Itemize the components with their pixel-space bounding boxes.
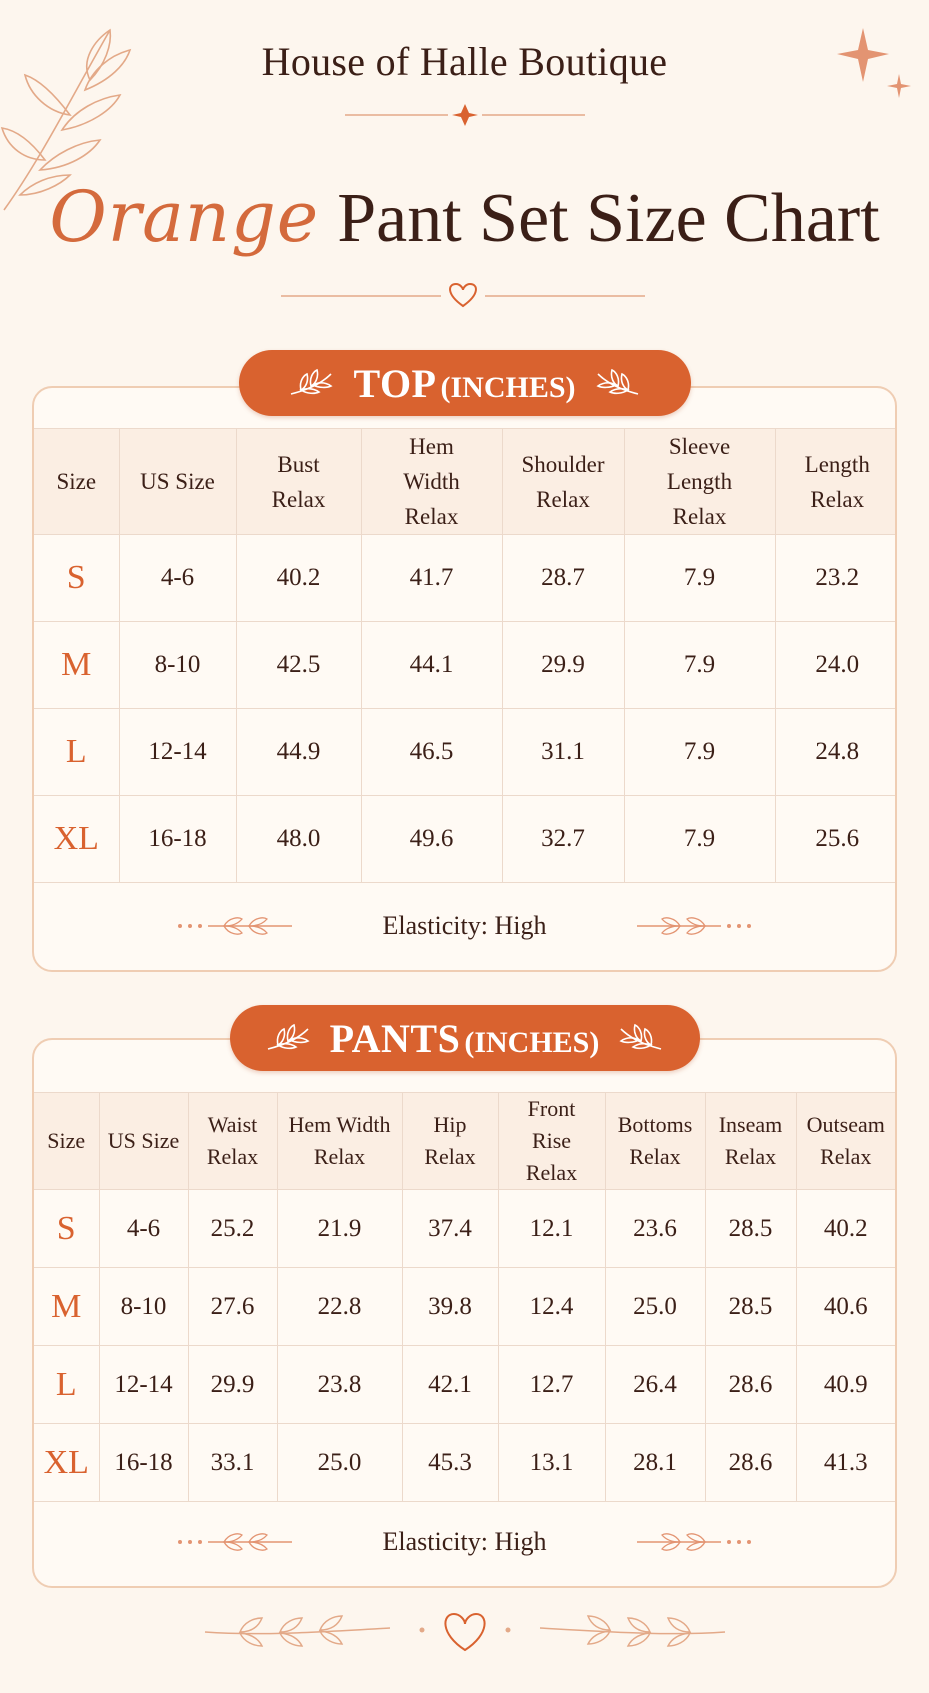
table-cell: 12.1 xyxy=(498,1190,605,1268)
header-cell: Inseam Relax xyxy=(705,1093,796,1190)
table-cell: 28.6 xyxy=(705,1346,796,1424)
header-cell: Bottoms Relax xyxy=(605,1093,705,1190)
table-cell: 28.1 xyxy=(605,1424,705,1502)
table-row xyxy=(34,535,897,622)
table-cell: 7.9 xyxy=(624,535,775,622)
table-cell: 28.5 xyxy=(705,1190,796,1268)
table-cell: 7.9 xyxy=(624,709,775,796)
table-row xyxy=(34,1190,895,1268)
header-cell: Sleeve Length Relax xyxy=(624,429,775,535)
table-cell: 40.2 xyxy=(236,535,361,622)
table-cell: 13.1 xyxy=(498,1424,605,1502)
size-cell: S xyxy=(34,1190,99,1268)
size-cell: XL xyxy=(34,796,119,883)
header-cell: Hem Width Relax xyxy=(277,1093,402,1190)
table-cell: 44.1 xyxy=(361,622,502,709)
table-cell: 26.4 xyxy=(605,1346,705,1424)
table-cell: 41.3 xyxy=(796,1424,895,1502)
header-cell: Size xyxy=(34,1093,99,1190)
table-cell: 42.1 xyxy=(402,1346,498,1424)
table-cell: 48.0 xyxy=(236,796,361,883)
header-cell: Hem Width Relax xyxy=(361,429,502,535)
pants-card xyxy=(32,1038,897,1588)
heart-divider-icon xyxy=(276,280,650,310)
table-cell: 4-6 xyxy=(99,1190,188,1268)
table-cell: 12.4 xyxy=(498,1268,605,1346)
header-cell: US Size xyxy=(99,1093,188,1190)
table-cell: 40.9 xyxy=(796,1346,895,1424)
elasticity-label: Elasticity: High xyxy=(382,1527,547,1556)
table-cell: 23.2 xyxy=(775,535,897,622)
size-cell: M xyxy=(34,622,119,709)
table-cell: 49.6 xyxy=(361,796,502,883)
table-cell: 33.1 xyxy=(188,1424,277,1502)
table-row xyxy=(34,1268,895,1346)
pants-footer xyxy=(34,1502,895,1582)
bottom-ornament-icon xyxy=(200,1600,730,1660)
header-cell: Outseam Relax xyxy=(796,1093,895,1190)
laurel-icon xyxy=(635,913,755,939)
table-row xyxy=(34,1424,895,1502)
table-cell: 25.0 xyxy=(605,1268,705,1346)
size-cell: S xyxy=(34,535,119,622)
table-cell: 46.5 xyxy=(361,709,502,796)
table-cell: 22.8 xyxy=(277,1268,402,1346)
pants-header-row xyxy=(34,1093,895,1190)
table-cell: 12-14 xyxy=(119,709,236,796)
table-cell: 41.7 xyxy=(361,535,502,622)
table-row xyxy=(34,1346,895,1424)
size-cell: XL xyxy=(34,1424,99,1502)
header-cell: Length Relax xyxy=(775,429,897,535)
table-cell: 7.9 xyxy=(624,796,775,883)
table-cell: 39.8 xyxy=(402,1268,498,1346)
table-cell: 29.9 xyxy=(188,1346,277,1424)
top-table xyxy=(34,428,897,883)
brand-name: House of Halle Boutique xyxy=(261,39,668,84)
table-cell: 40.2 xyxy=(796,1190,895,1268)
table-cell: 25.2 xyxy=(188,1190,277,1268)
diamond-divider-icon xyxy=(340,102,590,128)
laurel-icon xyxy=(594,366,642,400)
top-section-header xyxy=(239,350,691,416)
table-cell: 40.6 xyxy=(796,1268,895,1346)
pants-section-header xyxy=(230,1005,700,1071)
table-row xyxy=(34,796,897,883)
laurel-icon xyxy=(174,913,294,939)
top-section xyxy=(32,350,897,974)
title-script: Orange xyxy=(49,176,320,258)
top-card xyxy=(32,386,897,972)
top-footer xyxy=(34,883,895,969)
table-cell: 23.6 xyxy=(605,1190,705,1268)
table-cell: 16-18 xyxy=(119,796,236,883)
table-cell: 12.7 xyxy=(498,1346,605,1424)
table-cell: 44.9 xyxy=(236,709,361,796)
table-cell: 8-10 xyxy=(119,622,236,709)
table-cell: 12-14 xyxy=(99,1346,188,1424)
section-title: TOP xyxy=(353,360,437,406)
table-cell: 27.6 xyxy=(188,1268,277,1346)
pants-table xyxy=(34,1092,895,1502)
page-title xyxy=(0,176,929,259)
table-cell: 32.7 xyxy=(502,796,624,883)
table-cell: 7.9 xyxy=(624,622,775,709)
table-cell: 28.7 xyxy=(502,535,624,622)
table-cell: 29.9 xyxy=(502,622,624,709)
section-unit: (INCHES) xyxy=(440,370,576,404)
table-cell: 24.0 xyxy=(775,622,897,709)
laurel-icon xyxy=(174,1529,294,1555)
size-cell: M xyxy=(34,1268,99,1346)
table-cell: 45.3 xyxy=(402,1424,498,1502)
elasticity-label: Elasticity: High xyxy=(382,911,547,940)
header-cell: Shoulder Relax xyxy=(502,429,624,535)
table-cell: 37.4 xyxy=(402,1190,498,1268)
table-cell: 42.5 xyxy=(236,622,361,709)
laurel-icon xyxy=(264,1021,312,1055)
header-cell: Waist Relax xyxy=(188,1093,277,1190)
header-cell: US Size xyxy=(119,429,236,535)
header-cell: Hip Relax xyxy=(402,1093,498,1190)
size-cell: L xyxy=(34,709,119,796)
table-cell: 25.0 xyxy=(277,1424,402,1502)
header-cell: Front Rise Relax xyxy=(498,1093,605,1190)
table-row xyxy=(34,709,897,796)
table-row xyxy=(34,622,897,709)
table-cell: 28.5 xyxy=(705,1268,796,1346)
laurel-icon xyxy=(635,1529,755,1555)
laurel-icon xyxy=(617,1021,665,1055)
table-cell: 4-6 xyxy=(119,535,236,622)
table-cell: 8-10 xyxy=(99,1268,188,1346)
table-cell: 25.6 xyxy=(775,796,897,883)
table-cell: 16-18 xyxy=(99,1424,188,1502)
header-cell: Size xyxy=(34,429,119,535)
table-cell: 28.6 xyxy=(705,1424,796,1502)
table-cell: 24.8 xyxy=(775,709,897,796)
table-cell: 23.8 xyxy=(277,1346,402,1424)
title-main: Pant Set Size Chart xyxy=(337,180,880,257)
size-cell: L xyxy=(34,1346,99,1424)
top-header-row xyxy=(34,429,897,535)
table-cell: 21.9 xyxy=(277,1190,402,1268)
section-title: PANTS xyxy=(329,1015,461,1061)
pants-section xyxy=(32,1005,897,1590)
section-unit: (INCHES) xyxy=(464,1025,600,1059)
table-cell: 31.1 xyxy=(502,709,624,796)
laurel-icon xyxy=(287,366,335,400)
header-cell: Bust Relax xyxy=(236,429,361,535)
